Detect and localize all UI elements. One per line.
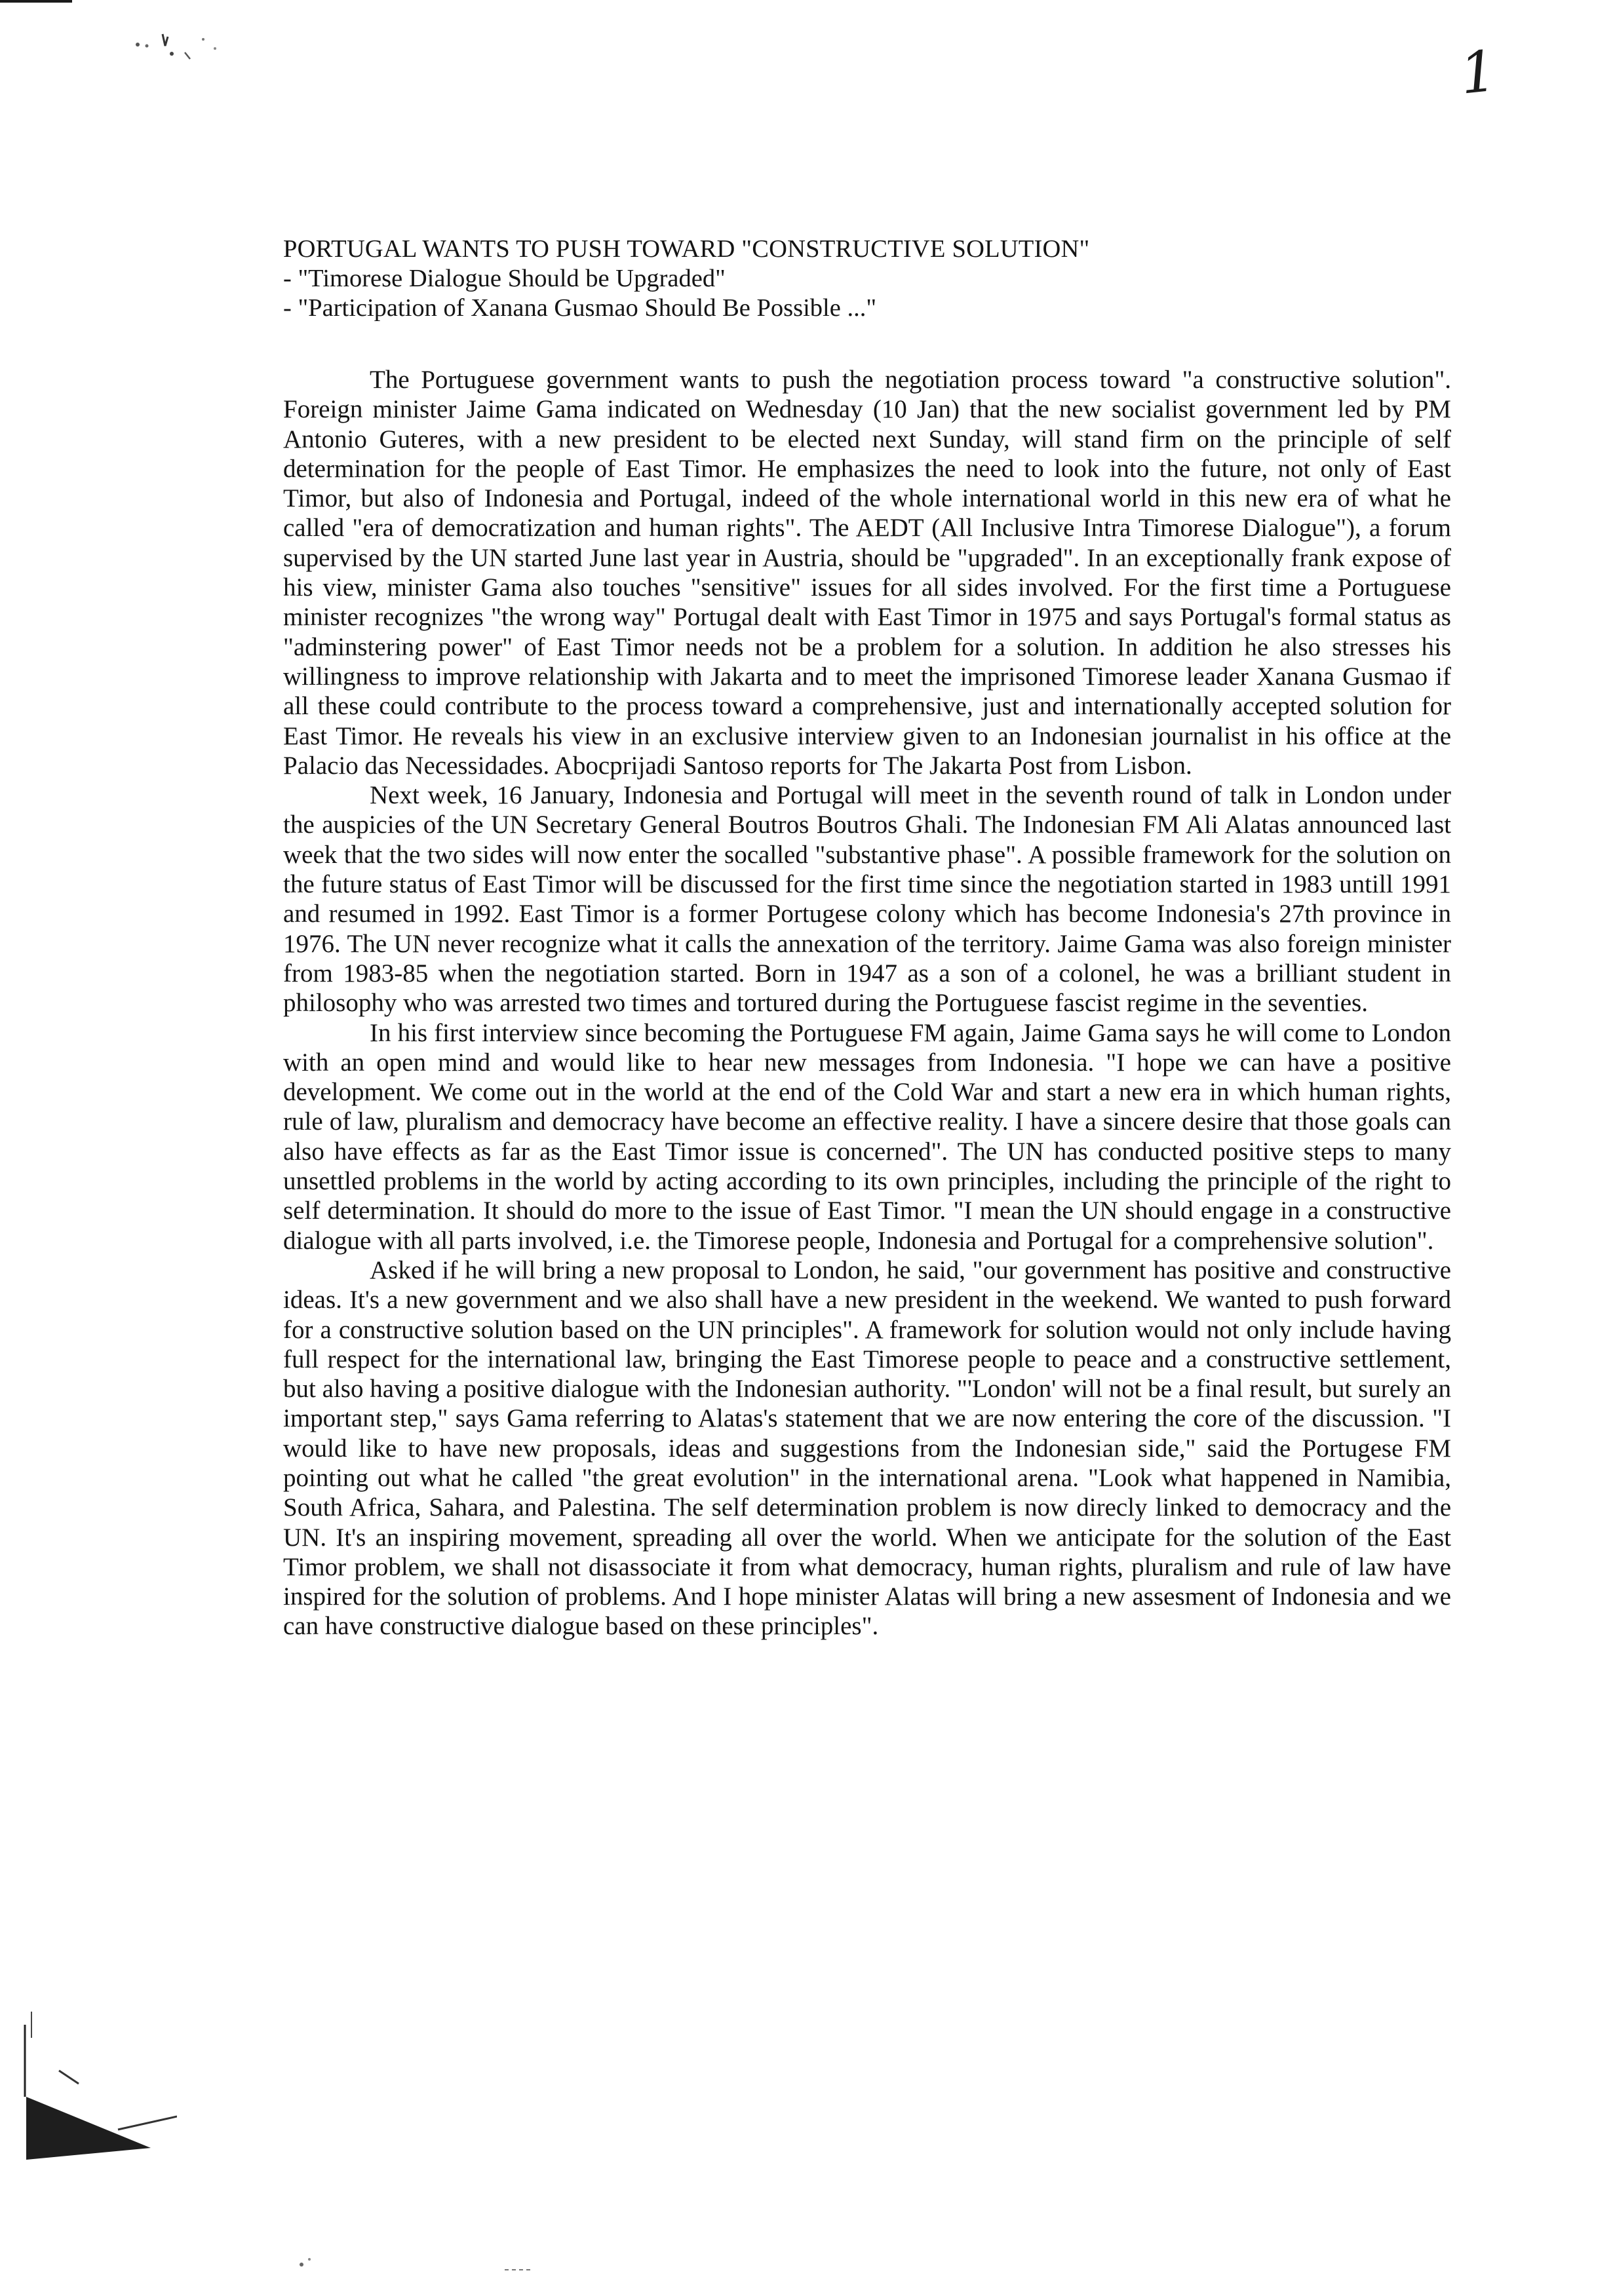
paragraph: In his first interview since becoming the Portuguese FM again, Jaime Gama says he will come to London with an open mind and would like to hear new messages from Indonesia. "I hope we can have a positive development. We come out in the world at the end of the Cold War and start a new era in which human rights, rule of law, pluralism and democracy have become an effective reality. I have a sincere desire that those goals can also have effects as far as the East Timor issue is concerned". The UN has conducted positive steps to many unsettled problems in the world by acting according to its own principles, including the principle of the right to self determination. It should do more to the issue of East Timor. "I mean the UN should engage in a constructive dialogue with all parts involved, i.e. the Timorese people, Indonesia and Portugal for a comprehensive solution". (283, 1018, 1451, 1255)
scan-edge-line (0, 0, 72, 3)
scan-specks-top-left (125, 20, 256, 79)
paragraph: The Portuguese government wants to push the negotiation process toward "a constructive solution". Foreign minister Jaime Gama indicated on Wednesday (10 Jan) that the new socialist government led by PM Antonio Guteres, with a new president to be elected next Sunday, will stand firm on the principle of self determination for the people of East Timor. He emphasizes the need to look into the future, not only of East Timor, but also of Indonesia and Portugal, indeed of the whole international world in this new era of what he called "era of democratization and human rights". The AEDT (All Inclusive Intra Timorese Dialogue"), a forum supervised by the UN started June last year in Austria, should be "upgraded". In an exceptionally frank expose of his view, minister Gama also touches "sensitive" issues for all sides involved. For the first time a Portuguese minister recognizes "the wrong way" Portugal dealt with East Timor in 1975 and says Portugal's formal status as "adminstering power" of East Timor needs not be a problem for a solution. In addition he also stresses his willingness to improve relationship with Jakarta and to meet the imprisoned Timorese leader Xanana Gusmao if all these could contribute to the process toward a comprehensive, just and internationally accepted solution for East Timor. He reveals his view in an exclusive interview given to an Indonesian journalist in his office at the Palacio das Necessidades. Abocprijadi Santoso reports for The Jakarta Post from Lisbon. (283, 366, 1451, 780)
subhead-participation: - "Participation of Xanana Gusmao Should Be Possible ..." (283, 294, 877, 322)
paragraph: Asked if he will bring a new proposal to London, he said, "our government has positive and constructive ideas. It's a new government and we also shall have a new president in the weekend. We wanted to push forward for a constructive solution based on the UN principles". A framework for solution would not only include having full respect for the international law, bringing the East Timorese people to peace and a constructive settlement, but also having a positive dialogue with the Indonesian authority. "'London' will not be a final result, but surely an important step," says Gama referring to Alatas's statement that we are now entering the core of the discussion. "I would like to have new proposals, ideas and suggestions from the Indonesian side," said the Portugese FM pointing out what he called "the great evolution" in the international arena. "Look what happened in Namibia, South Africa, Sahara, and Palestina. The self determination problem is now direcly linked to democracy and the UN. It's an inspiring movement, spreading all over the world. When we anticipate for the solution of the East Timor problem, we shall not disassociate it from what democracy, human rights, pluralism and rule of law have inspired for the solution of problems. And I hope minister Alatas will bring a new assesment of Indonesia and we can have constructive dialogue based on these principles". (283, 1255, 1451, 1641)
article-body (283, 365, 1451, 1641)
headline: PORTUGAL WANTS TO PUSH TOWARD "CONSTRUCTIVE SOLUTION" (283, 235, 1090, 263)
subhead-dialogue: - "Timorese Dialogue Should be Upgraded" (283, 265, 726, 292)
page-number: 1 (1456, 38, 1500, 107)
article (283, 235, 1451, 1641)
scan-specks-bottom (275, 2241, 577, 2280)
scan-corner-mark (20, 1999, 177, 2169)
paragraph: Next week, 16 January, Indonesia and Portugal will meet in the seventh round of talk in London under the auspicies of the UN Secretary General Boutros Boutros Ghali. The Indonesian FM Ali Alatas announced last week that the two sides will now enter the socalled "substantive phase". A possible framework for the solution on the future status of East Timor will be discussed for the first time since the negotiation started in 1983 untill 1991 and resumed in 1992. East Timor is a former Portugese colony which has become Indonesia's 27th province in 1976. The UN never recognize what it calls the annexation of the territory. Jaime Gama was also foreign minister from 1983-85 when the negotiation started. Born in 1947 as a son of a colonel, he was a brilliant student in philosophy who was arrested two times and tortured during the Portuguese fascist regime in the seventies. (283, 781, 1451, 1018)
